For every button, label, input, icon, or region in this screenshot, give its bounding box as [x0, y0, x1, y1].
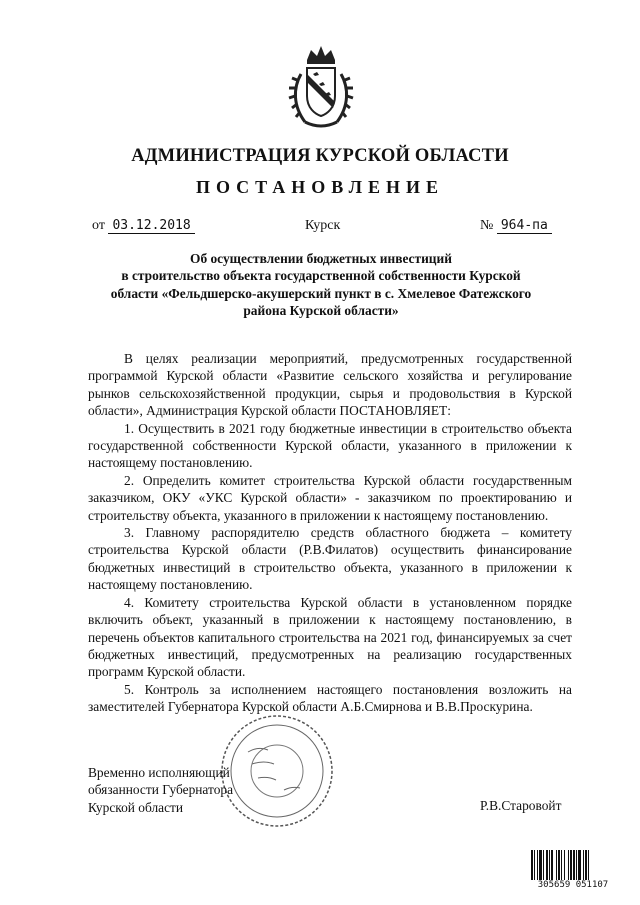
number-value: 964-па: [497, 218, 552, 234]
signatory-position: [88, 764, 233, 816]
subject-line: в строительство объекта государственной собственности Курской: [121, 268, 521, 284]
document-number: [480, 218, 552, 234]
body-paragraph-4: 4. Комитету строительства Курской области в установленном порядке включить объект, указанный в приложении к настоящему постановлению, в перечень объектов капитального строительства на 2021 год, финансируемых за счет бюджетных инвестиций, предусмотренных на реализацию государственных программ Курской области.: [88, 594, 572, 680]
barcode-digits: 305659 051107: [530, 880, 616, 890]
organization-title: АДМИНИСТРАЦИЯ КУРСКОЙ ОБЛАСТИ: [131, 146, 509, 166]
document-city: Курск: [305, 218, 341, 233]
body-paragraph-1: 1. Осуществить в 2021 году бюджетные инвестиции в строительство объекта государственной собственности Курской области, указанного в приложении к настоящему постановлению.: [88, 420, 572, 471]
body-paragraph-3: 3. Главному распорядителю средств областного бюджета – комитету строительства Курской области (Р.В.Филатов) осуществить финансирование бюджетных инвестиций в строительство объекта, указанного в приложении к настоящему постановлению.: [88, 525, 572, 593]
official-stamp: [218, 712, 336, 830]
body-paragraph-preamble: В целях реализации мероприятий, предусмотренных государственной программой Курской области «Развитие сельского хозяйства и регулирование рынков сельскохозяйственной продукции, сырья и продовольствия в Курской области», Администрация Курской области ПОСТАНОВЛЯЕТ:: [88, 351, 572, 419]
subject-line: области «Фельдшерско-акушерский пункт в с. Хмелевое Фатежского: [110, 285, 532, 301]
subject-line: района Курской области»: [243, 303, 399, 319]
signatory-position-line: Курской области: [88, 799, 184, 815]
body-paragraph-5: 5. Контроль за исполнением настоящего постановления возложить на заместителей Губернатора Курской области А.Б.Смирнова и В.В.Проскурина.: [88, 681, 572, 715]
signatory-position-line: обязанности Губернатора: [88, 782, 234, 798]
number-prefix: №: [480, 218, 494, 233]
body-paragraph-2: 2. Определить комитет строительства Курской области государственным заказчиком, ОКУ «УКС Курской области» - заказчиком по проектированию и строительству объекта, указанного в приложении к настоящему постановлению.: [88, 472, 572, 523]
coat-of-arms-emblem: [287, 44, 355, 132]
signatory-position-line: Временно исполняющий: [88, 765, 230, 780]
signatory-name: Р.В.Старовойт: [480, 798, 562, 813]
date-prefix: от: [92, 218, 105, 233]
subject-line: Об осуществлении бюджетных инвестиций: [190, 251, 452, 266]
document-date: [92, 218, 195, 234]
document-type-title: ПОСТАНОВЛЕНИЕ: [195, 177, 445, 197]
document-body: [88, 350, 572, 716]
date-value: 03.12.2018: [108, 218, 194, 234]
document-subject: [96, 250, 546, 320]
